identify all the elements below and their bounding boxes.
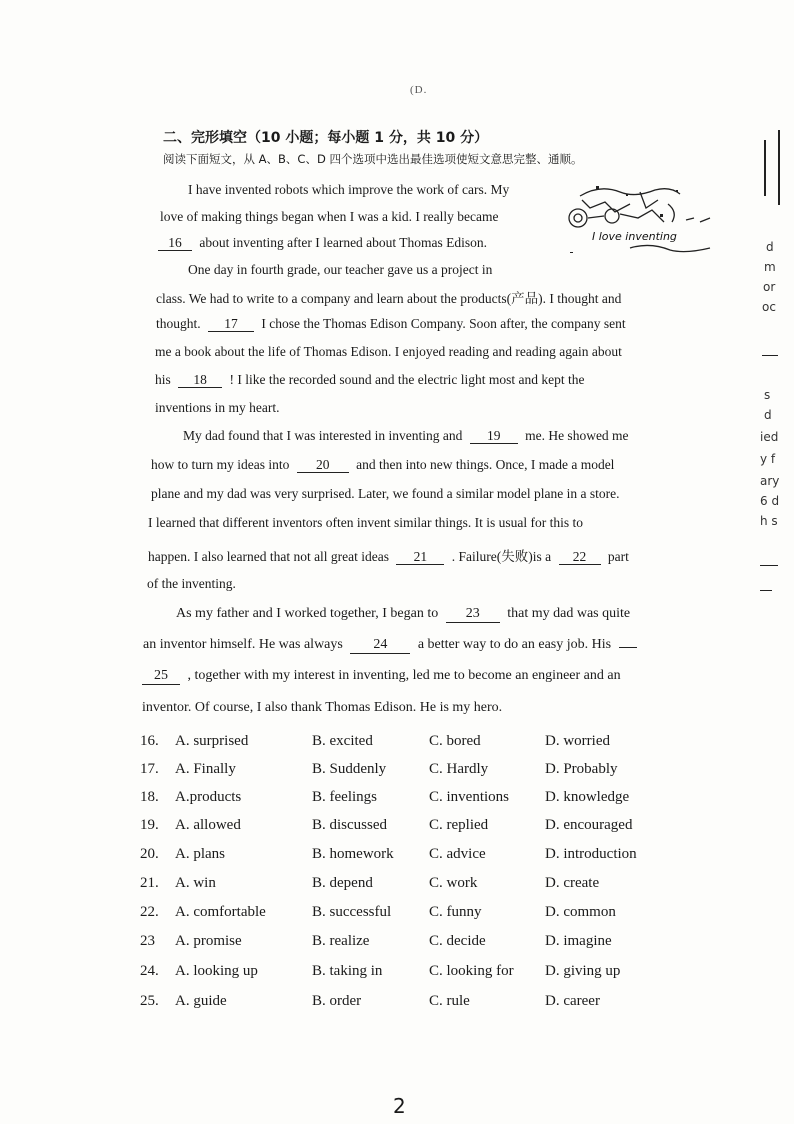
passage-line: how to turn my ideas into 20 and then into new things. Once, I made a model — [151, 457, 615, 472]
option-c[interactable]: C. inventions — [429, 789, 510, 805]
question-number: 16. — [140, 733, 159, 749]
option-d[interactable]: D. common — [545, 904, 616, 920]
option-a[interactable]: A. promise — [175, 933, 242, 949]
edge-fragment: y f — [760, 452, 776, 466]
edge-fragment: d — [764, 408, 772, 422]
option-c[interactable]: C. funny — [429, 904, 482, 920]
edge-fragment: ary — [760, 474, 780, 488]
edge-fragment: s — [764, 388, 771, 402]
question-number: 17. — [140, 761, 159, 777]
option-d[interactable]: D. worried — [545, 733, 610, 749]
option-c[interactable]: C. Hardly — [429, 761, 489, 777]
passage-line: me a book about the life of Thomas Edison. I enjoyed reading and reading again about — [155, 344, 622, 359]
option-c[interactable]: C. advice — [429, 846, 486, 862]
option-b[interactable]: B. successful — [312, 904, 392, 920]
edge-mark — [760, 565, 778, 566]
option-b[interactable]: B. order — [312, 993, 362, 1009]
blank-18[interactable]: 18 — [178, 373, 222, 388]
passage-line: I learned that different inventors often invent similar things. It is usual for this to — [148, 515, 584, 530]
option-a[interactable]: A. allowed — [175, 817, 241, 833]
option-b[interactable]: B. excited — [312, 733, 373, 749]
option-b[interactable]: B. taking in — [312, 963, 383, 979]
question-number: 20. — [140, 846, 159, 862]
blank-24[interactable]: 24 — [350, 638, 410, 654]
question-number: 25. — [140, 993, 159, 1009]
passage-line: inventor. Of course, I also thank Thomas Edison. He is my hero. — [142, 700, 503, 715]
question-number: 23 — [140, 933, 155, 949]
passage-line: his 18 ! I like the recorded sound and the electric light most and kept the — [155, 372, 585, 387]
passage-line: One day in fourth grade, our teacher gave us a project in — [188, 262, 493, 277]
edge-mark — [760, 590, 772, 591]
option-a[interactable]: A. guide — [175, 993, 227, 1009]
option-b[interactable]: B. Suddenly — [312, 761, 387, 777]
passage-line: I have invented robots which improve the work of cars. My — [188, 182, 510, 197]
blank-21[interactable]: 21 — [396, 550, 444, 565]
option-a[interactable]: A. looking up — [175, 963, 258, 979]
passage-line: As my father and I worked together, I began to 23 that my dad was quite — [176, 606, 631, 621]
option-b[interactable]: B. discussed — [312, 817, 387, 833]
blank-23[interactable]: 23 — [446, 607, 500, 623]
option-b[interactable]: B. depend — [312, 875, 373, 891]
option-b[interactable]: B. homework — [312, 846, 394, 862]
blank-22[interactable]: 22 — [559, 550, 601, 565]
edge-fragment: h s — [760, 514, 778, 528]
blank-17[interactable]: 17 — [208, 317, 254, 332]
edge-mark — [764, 140, 766, 196]
option-d[interactable]: D. giving up — [545, 963, 621, 979]
blank-20[interactable]: 20 — [297, 458, 349, 473]
edge-fragment: 6 d — [760, 494, 780, 508]
option-d[interactable]: D. introduction — [545, 846, 637, 862]
option-c[interactable]: C. replied — [429, 817, 489, 833]
edge-fragment: or — [763, 280, 776, 294]
option-d[interactable]: D. Probably — [545, 761, 618, 777]
robot-sketch-icon — [560, 178, 730, 260]
edge-mark — [762, 355, 778, 356]
option-d[interactable]: D. imagine — [545, 933, 612, 949]
question-number: 24. — [140, 963, 159, 979]
blank-19[interactable]: 19 — [470, 429, 518, 444]
option-d[interactable]: D. create — [545, 875, 600, 891]
question-number: 22. — [140, 904, 159, 920]
passage-line: love of making things began when I was a kid. I really became — [160, 209, 499, 224]
passage-line: plane and my dad was very surprised. Later, we found a similar model plane in a store. — [151, 486, 620, 501]
blank-25-lead — [619, 647, 637, 648]
option-c[interactable]: C. looking for — [429, 963, 514, 979]
passage-line: 16 about inventing after I learned about Thomas Edison. — [158, 235, 487, 251]
edge-fragment: m — [764, 260, 776, 274]
passage-line: an inventor himself. He was always 24 a better way to do an easy job. His — [143, 637, 641, 654]
question-number: 19. — [140, 817, 159, 833]
option-d[interactable]: D. knowledge — [545, 789, 630, 805]
illustration-caption: I love inventing — [592, 230, 677, 243]
option-b[interactable]: B. realize — [312, 933, 370, 949]
blank-25[interactable]: 25 — [142, 669, 180, 685]
option-a[interactable]: A. surprised — [175, 733, 249, 749]
blank-16[interactable]: 16 — [158, 236, 192, 251]
question-number: 18. — [140, 789, 159, 805]
edge-mark — [778, 130, 780, 205]
option-c[interactable]: C. bored — [429, 733, 481, 749]
option-a[interactable]: A. plans — [175, 846, 225, 862]
option-a[interactable]: A. Finally — [175, 761, 236, 777]
passage-line: inventions in my heart. — [155, 400, 280, 415]
passage-line: class. We had to write to a company and learn about the products(产品). I thought and — [156, 291, 622, 306]
option-d[interactable]: D. career — [545, 993, 600, 1009]
edge-fragment: d — [766, 240, 774, 254]
option-b[interactable]: B. feelings — [312, 789, 377, 805]
option-c[interactable]: C. decide — [429, 933, 486, 949]
option-a[interactable]: A. win — [175, 875, 216, 891]
passage-line: 25 , together with my interest in inventing, led me to become an engineer and an — [142, 668, 621, 685]
section-title: 二、完形填空（10 小题；每小题 1 分，共 10 分） — [163, 130, 489, 146]
option-a[interactable]: A.products — [175, 789, 242, 805]
passage-line: thought. 17 I chose the Thomas Edison Company. Soon after, the company sent — [156, 316, 626, 331]
top-mark: (D. — [410, 84, 428, 96]
passage-line: of the inventing. — [147, 576, 236, 591]
option-d[interactable]: D. encouraged — [545, 817, 633, 833]
option-a[interactable]: A. comfortable — [175, 904, 266, 920]
option-c[interactable]: C. rule — [429, 993, 470, 1009]
edge-fragment: oc — [762, 300, 776, 314]
passage-line: happen. I also learned that not all great ideas 21 . Failure(失败)is a 22 part — [148, 549, 629, 564]
option-c[interactable]: C. work — [429, 875, 478, 891]
instructions: 阅读下面短文，从 A、B、C、D 四个选项中选出最佳选项使短文意思完整、通顺。 — [163, 152, 583, 166]
question-number: 21. — [140, 875, 159, 891]
page-number: 2 — [393, 1094, 406, 1118]
passage-line: My dad found that I was interested in inventing and 19 me. He showed me — [183, 428, 629, 443]
edge-fragment: ied — [760, 430, 779, 444]
